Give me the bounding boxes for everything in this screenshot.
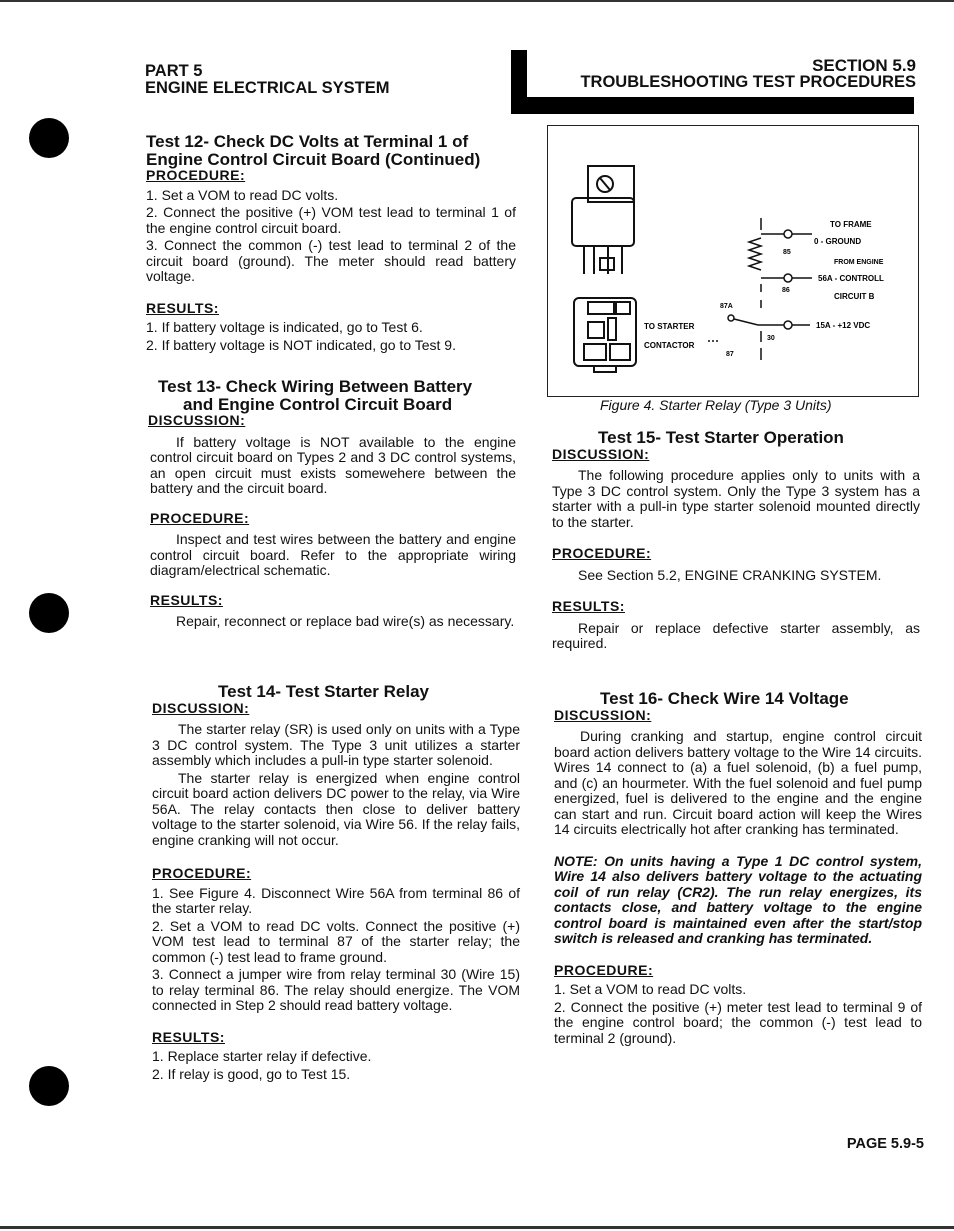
list-item: 1. Set a VOM to read DC volts. — [146, 186, 339, 203]
test-15-title: Test 15- Test Starter Operation — [598, 428, 844, 447]
test-12-procedure — [146, 188, 516, 285]
list-item: 1. Replace starter relay if defective. — [152, 1048, 372, 1064]
test-16-note: NOTE: On units having a Type 1 DC control system, Wire 14 also delivers battery voltage to the actuating coil of run relay (CR2). The run relay energizes, its contacts close, and battery voltage to the engine control board is maintained even after the start/stop switch is released and cranking has terminated. — [554, 852, 922, 946]
test-16-discussion: During cranking and startup, engine control circuit board action delivers battery voltage to the Wire 14 circuits. Wires 14 connect to (a) a fuel solenoid, (b) a fuel pump, and (c) an hourmeter. With the fuel solenoid and fuel pump energized, fuel is delivered to the engine and the engine can start and run. Circuit board action will keep the Wires 14 circuits electrically hot after cranking has terminated. — [554, 728, 922, 837]
binder-hole-middle — [29, 593, 69, 633]
test-12-title-line2: Engine Control Circuit Board (Continued) — [146, 149, 481, 169]
test-14-discussion-label: DISCUSSION: — [152, 699, 250, 716]
test-15-procedure-label: PROCEDURE: — [552, 545, 652, 561]
test-13-results: Repair, reconnect or replace bad wire(s) as necessary. — [176, 613, 515, 629]
test-15-procedure: See Section 5.2, ENGINE CRANKING SYSTEM. — [578, 566, 882, 583]
page-number: PAGE 5.9-5 — [846, 1136, 924, 1152]
figure-4-box — [547, 125, 919, 397]
section-label: SECTION 5.9 — [812, 56, 916, 75]
label-t87a: 87A — [720, 303, 733, 310]
test-16-section — [554, 690, 922, 1046]
test-14-title: Test 14- Test Starter Relay — [218, 682, 430, 701]
section-title: TROUBLESHOOTING TEST PROCEDURES — [580, 73, 916, 91]
test-14-procedure — [152, 886, 520, 1014]
test-15-results-label: RESULTS: — [552, 598, 625, 614]
label-to-frame: TO FRAME — [830, 220, 872, 229]
list-item: 1. See Figure 4. Disconnect Wire 56A from terminal 86 of the starter relay. — [152, 884, 520, 916]
test-13-procedure: Inspect and test wires between the battery and engine control circuit board. Refer to the appropriate wiring diagram/electrical schematic. — [150, 531, 516, 578]
binder-hole-bottom — [29, 1066, 69, 1106]
test-13-results-label: RESULTS: — [150, 591, 223, 608]
label-from-engine: FROM ENGINE — [834, 259, 884, 266]
test-12-procedure-label: PROCEDURE: — [146, 167, 246, 183]
list-item: 2. Connect the positive (+) meter test lead to terminal 9 of the engine control board; the common (-) test lead to terminal 2 (ground). — [554, 998, 922, 1046]
test-16-discussion-label: DISCUSSION: — [554, 706, 652, 723]
test-13-discussion-label: DISCUSSION: — [148, 412, 246, 428]
test-14-results — [152, 1049, 520, 1082]
test-13-title-line1: Test 13- Check Wiring Between Battery — [158, 377, 473, 396]
part-title: ENGINE ELECTRICAL SYSTEM — [145, 79, 390, 97]
test-13-procedure-label: PROCEDURE: — [150, 509, 250, 526]
label-56a: 56A - CONTROLL — [818, 274, 884, 283]
test-14-results-label: RESULTS: — [152, 1028, 225, 1045]
label-t87: 87 — [726, 351, 734, 358]
label-t85: 85 — [783, 249, 791, 256]
header-right — [580, 57, 916, 91]
test-12-title — [146, 133, 516, 168]
test-12-results — [146, 320, 516, 353]
label-circuit-b: CIRCUIT B — [834, 292, 875, 301]
relay-side-view-icon — [572, 166, 634, 274]
label-t86: 86 — [782, 287, 790, 294]
label-contactor: CONTACTOR — [644, 341, 695, 350]
label-15a: 15A - +12 VDC — [816, 321, 871, 330]
test-16-procedure-label: PROCEDURE: — [554, 961, 654, 978]
list-item: 3. Connect the common (-) test lead to terminal 2 of the circuit board (ground). The meter should read battery voltage. — [146, 237, 516, 284]
figure-4-caption: Figure 4. Starter Relay (Type 3 Units) — [600, 397, 832, 413]
list-item: 2. If battery voltage is NOT indicated, go to Test 9. — [146, 336, 456, 353]
label-t30: 30 — [767, 335, 775, 342]
test-15-section — [552, 429, 920, 652]
bottom-rule — [0, 1226, 954, 1229]
test-13-section — [148, 377, 516, 630]
test-16-title: Test 16- Check Wire 14 Voltage — [600, 689, 849, 708]
test-14-section — [152, 683, 520, 1082]
list-item: 1. Set a VOM to read DC volts. — [554, 981, 747, 997]
list-item: 2. Set a VOM to read DC volts. Connect the positive (+) VOM test lead to terminal 87 of the starter relay; the common (-) test lead to frame ground. — [152, 917, 520, 965]
test-13-title — [158, 378, 516, 413]
top-rule — [0, 0, 954, 2]
label-ground: 0 - GROUND — [814, 237, 862, 246]
header-left — [145, 63, 389, 97]
label-to-starter: TO STARTER — [644, 322, 695, 331]
binder-hole-top — [29, 118, 69, 158]
test-15-results: Repair or replace defective starter assembly, as required. — [552, 619, 920, 651]
test-14-discussion-1: The starter relay (SR) is used only on units with a Type 3 DC control system. The Type 3 unit utilizes a starter assembly which includes a pull-in type starter solenoid. — [152, 721, 520, 768]
test-15-discussion-label: DISCUSSION: — [552, 445, 650, 462]
relay-terminal-view-icon — [574, 298, 636, 372]
test-15-discussion: The following procedure applies only to units with a Type 3 DC control system. Only the Type 3 system has a starter with a pull-in type starter solenoid mounted directly to the starter. — [552, 467, 920, 530]
test-13-discussion: If battery voltage is NOT available to the engine control circuit board on Types 2 and 3 DC control systems, an open circuit must exists somewehere between the battery and the circuit board. — [150, 433, 516, 496]
test-14-discussion-2: The starter relay is energized when engine control circuit board action delivers DC power to the relay, via Wire 56A. The relay contacts then close to deliver battery voltage to the starter solenoid, via Wire 56. If the relay fails, engine cranking will not occur. — [152, 769, 520, 848]
starter-relay-diagram — [548, 126, 918, 396]
list-item: 2. If relay is good, go to Test 15. — [152, 1065, 351, 1082]
relay-schematic-icon — [708, 218, 812, 360]
list-item: 2. Connect the positive (+) VOM test lead to terminal 1 of the engine control circuit board. — [146, 204, 516, 236]
header-horizontal-bar — [511, 97, 914, 114]
test-14-procedure-label: PROCEDURE: — [152, 865, 252, 881]
test-12-section — [146, 133, 516, 353]
test-12-title-line1: Test 12- Check DC Volts at Terminal 1 of — [146, 132, 469, 151]
test-13-title-line2: and Engine Control Circuit Board — [183, 394, 453, 414]
test-12-results-label: RESULTS: — [146, 299, 219, 316]
test-16-procedure — [554, 982, 922, 1046]
list-item: 1. If battery voltage is indicated, go to Test 6. — [146, 319, 423, 335]
list-item: 3. Connect a jumper wire from relay terminal 30 (Wire 15) to relay terminal 86. The relay should energize. The VOM connected in Step 2 should read battery voltage. — [152, 966, 520, 1013]
part-label: PART 5 — [145, 62, 203, 80]
